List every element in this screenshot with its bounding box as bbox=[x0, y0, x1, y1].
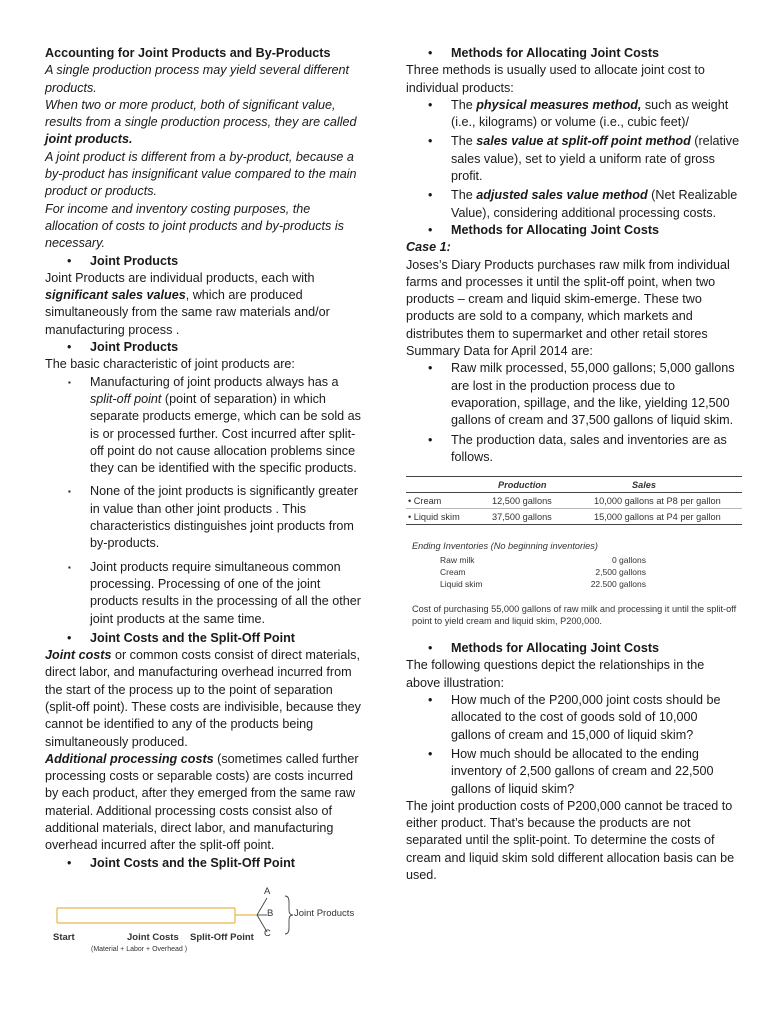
summary-list bbox=[406, 360, 740, 466]
diagram-formula-label: (Material + Labor + Overhead ) bbox=[91, 946, 188, 953]
inventory-name: Raw milk bbox=[440, 555, 475, 566]
joint-products-term: joint products. bbox=[45, 132, 133, 147]
list-item: • The physical measures method, such as weight (i.e., kilograms) or volume (i.e., cubic feet)/ bbox=[451, 97, 740, 132]
summary-intro: Summary Data for April 2014 are: bbox=[406, 344, 593, 359]
document-title: Accounting for Joint Products and By-Products bbox=[45, 46, 331, 60]
characteristics-intro: The basic characteristic of joint products are: bbox=[45, 357, 295, 372]
list-item: • The production data, sales and inventories are as follows. bbox=[451, 432, 740, 467]
intro-line-4: For income and inventory costing purposes, the allocation of costs to joint products and by-products is necessary. bbox=[45, 201, 344, 251]
list-item: • Raw milk processed, 55,000 gallons; 5,000 gallons are lost in the production process due to evaporation, spillage, and the like, yielding 12,500 gallons of cream and 37,500 gallons of liquid skim. bbox=[451, 360, 740, 429]
bullet-joint-products-1: • Joint Products bbox=[45, 253, 365, 270]
list-item: • The sales value at split-off point method (relative sales value), set to yield a uniform rate of gross profit. bbox=[451, 133, 740, 185]
row-sales: 10,000 gallons at P8 per gallon bbox=[594, 496, 721, 507]
table-row bbox=[406, 493, 742, 509]
bullet-joint-costs-2: • Joint Costs and the Split-Off Point bbox=[45, 855, 365, 872]
diagram-label-b: B bbox=[267, 908, 274, 919]
intro-line-2: When two or more product, both of significant value, results from a single production process, they are called joint products. bbox=[45, 97, 357, 147]
joint-products-definition: Joint Products are individual products, each with significant sales values, which are produced simultaneously from the same raw materials and/or manufacturing process . bbox=[45, 270, 330, 337]
inventory-value: 2,500 gallons bbox=[595, 567, 646, 578]
list-item: ▪ Manufacturing of joint products always has a split-off point (point of separation) in which separate products emerge, which can be sold as is or processed further. Cost incurred after split-off point do not cause allocation problems since they can be identified with the specific products. bbox=[90, 374, 365, 478]
split-off-diagram bbox=[45, 888, 365, 968]
list-item: ▪ None of the joint products is significantly greater in value than other joint products . This characteristics distinguishes joint products from by-products. bbox=[90, 483, 365, 552]
methods-list bbox=[406, 97, 740, 222]
row-name: • Cream bbox=[408, 496, 442, 507]
conclusion-text: The joint production costs of P200,000 cannot be traced to either product. That’s because the products are not separated until the split-point. To determine the costs of cream and liquid skim sold different allocation basis can be used. bbox=[406, 798, 735, 882]
diagram-label-a: A bbox=[264, 886, 271, 897]
list-item: ▪ Joint products require simultaneous common processing. Processing of one of the joint products results in the processing of all the other joint products at the same time. bbox=[90, 559, 365, 628]
ending-inventories-title: Ending Inventories (No beginning inventories) bbox=[412, 541, 598, 552]
case-title: Case 1: bbox=[406, 240, 451, 255]
row-name: • Liquid skim bbox=[408, 512, 460, 523]
diagram-joint-costs-label: Joint Costs bbox=[127, 932, 179, 943]
list-item: • How much should be allocated to the ending inventory of 2,500 gallons of cream and 22,500 gallons of liquid skim? bbox=[451, 746, 740, 798]
diagram-label-c: C bbox=[264, 928, 271, 939]
characteristics-list bbox=[45, 374, 365, 628]
column-header-sales: Sales bbox=[632, 480, 657, 491]
questions-intro: The following questions depict the relationships in the above illustration: bbox=[406, 658, 705, 690]
diagram-split-off-label: Split-Off Point bbox=[190, 932, 254, 943]
row-production: 37,500 gallons bbox=[492, 512, 552, 523]
diagram-joint-products-label: Joint Products bbox=[294, 908, 355, 919]
table-row bbox=[406, 509, 742, 525]
methods-intro: Three methods is usually used to allocate joint cost to individual products: bbox=[406, 63, 705, 95]
bullet-joint-products-2: • Joint Products bbox=[45, 339, 365, 356]
list-item: • How much of the P200,000 joint costs should be allocated to the cost of goods sold of 10,000 gallons of cream and 15,000 of liquid skim? bbox=[451, 692, 740, 744]
bullet-methods-2: • Methods for Allocating Joint Costs bbox=[406, 222, 740, 239]
left-column bbox=[45, 45, 365, 872]
row-sales: 15,000 gallons at P4 per gallon bbox=[594, 512, 721, 523]
inventory-name: Cream bbox=[440, 567, 466, 578]
inventory-value: 0 gallons bbox=[611, 555, 646, 566]
inventory-value: 22.500 gallons bbox=[590, 579, 646, 590]
inventory-name: Liquid skim bbox=[440, 579, 483, 590]
diagram-start-label: Start bbox=[53, 932, 75, 943]
table-header bbox=[406, 476, 742, 493]
list-item: • The adjusted sales value method (Net Realizable Value), considering additional processing costs. bbox=[451, 187, 740, 222]
right-column bbox=[406, 45, 740, 884]
bullet-methods-1: • Methods for Allocating Joint Costs bbox=[406, 45, 740, 62]
questions-list bbox=[406, 692, 740, 798]
intro-line-3: A joint product is different from a by-product, because a by-product has insignificant value compared to the main product or products. bbox=[45, 149, 357, 199]
bullet-joint-costs-1: • Joint Costs and the Split-Off Point bbox=[45, 630, 365, 647]
production-table bbox=[406, 476, 742, 626]
intro-line-1: A single production process may yield several different products. bbox=[45, 63, 350, 95]
column-header-production: Production bbox=[498, 480, 547, 491]
additional-costs-definition: Additional processing costs (sometimes called further processing costs or separable costs) are costs incurred by each product, after they emerged from the same raw material. Additional processing costs consist also of additional materials, direct labor, and manufacturing overhead incurred after the split-off point. bbox=[45, 751, 359, 853]
case-text: Joses’s Diary Products purchases raw milk from individual farms and processes it until the split-off point, when two products – cream and liquid skim-emerge. These two products are sold to a company, which markets and distributes them to supermarket and other retail stores bbox=[406, 257, 730, 341]
cost-note: Cost of purchasing 55,000 gallons of raw milk and processing it until the split-off point to yield cream and liquid skim, P200,000. bbox=[412, 604, 737, 626]
bullet-methods-3: • Methods for Allocating Joint Costs bbox=[406, 640, 740, 657]
joint-costs-definition: Joint costs or common costs consist of direct materials, direct labor, and manufacturing overhead incurred from the start of the process up to the point of separation (split-off point). These costs are indivisible, because they cannot be identified to any of the products being simultaneously produced. bbox=[45, 648, 361, 749]
row-production: 12,500 gallons bbox=[492, 496, 552, 507]
